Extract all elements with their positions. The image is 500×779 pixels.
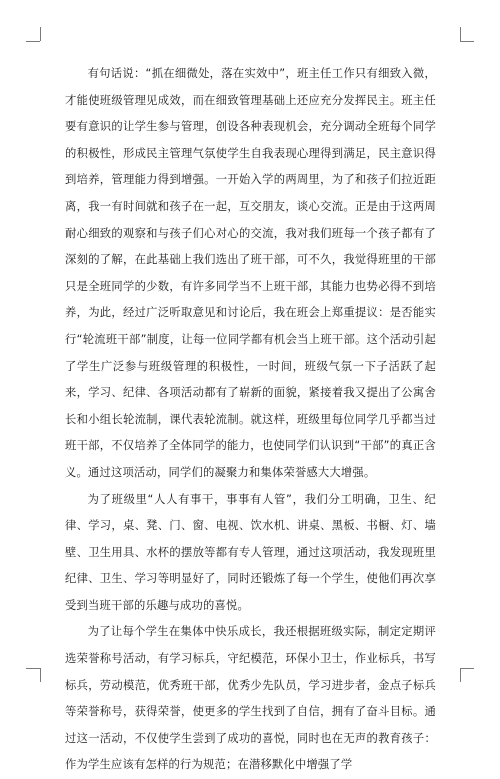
crop-mark-top-right — [460, 41, 474, 42]
crop-mark-top-left — [26, 41, 40, 42]
paragraph-3: 为了让每个学生在集体中快乐成长，我还根据班级实际，制定定期评选荣誉称号活动，有学习标兵，守纪模范，环保小卫士，作业标兵，书写标兵，劳动模范，优秀班干部，优秀少先队员，学习进步者，金点子标兵等荣誉称号，获得荣誉，使更多的学生找到了自信，拥有了奋斗目标。通过这一活动，不仅使学生尝到了成功的喜悦，同时也在无声的教育孩子：作为学生应该有怎样的行为规范；在潜移默化中增强了学 — [65, 625, 436, 772]
crop-mark-bottom-left — [40, 668, 41, 682]
crop-mark-bottom-right — [460, 668, 461, 682]
paragraph-2: 为了班级里“人人有事干，事事有人管”，我们分工明确，卫生、纪律、学习，桌、凳、门、窗、电视、饮水机、讲桌、黑板、书橱、灯、墙壁、卫生用具、水杯的摆放等都有专人管理，通过这项活动，我发现班里纪律、卫生、学习等明显好了，同时还锻炼了每一个学生，使他们再次享受到当班干部的乐趣与成功的喜悦。 — [65, 492, 436, 612]
crop-mark-bottom-left — [26, 668, 40, 669]
crop-mark-top-right — [460, 27, 461, 41]
paragraph-1: 有句话说：“抓在细微处，落在实效中”，班主任工作只有细致入微，才能使班级管理见成效，而在细致管理基础上还应充分发挥民主。班主任要有意识的让学生参与管理，创设各种表现机会，充分调动全班每个同学的积极性，形成民主管理气氛使学生自我表现心理得到满足，民主意识得到培养，管理能力得到增强。一开始入学的两周里，为了和孩子们拉近距离，我一有时间就和孩子在一起，互交朋友，谈心交流。正是由于这两周耐心细致的观察和与孩子们心对心的交流，我对我们班每一个孩子都有了深刻的了解，在此基础上我们选出了班干部，可不久，我觉得班里的干部只是全班同学的少数，有许多同学当不上班干部，其能力也势必得不到培养，为此，经过广泛听取意见和讨论后，我在班会上郑重提议：是否能实行“轮流班干部”制度，让每一位同学都有机会当上班干部。这个活动引起了学生广泛参与班级管理的积极性，一时间，班级气氛一下子活跃了起来，学习、纪律、各项活动都有了崭新的面貌，紧接着我又提出了公寓舍长和小组长轮流制，课代表轮流制。就这样，班级里每位同学几乎都当过班干部，不仅培养了全体同学的能力，也使同学们认识到“干部”的真正含义。通过这项活动，同学们的凝聚力和集体荣誉感大大增强。 — [65, 67, 436, 479]
document-body — [65, 61, 436, 779]
crop-mark-top-left — [40, 27, 41, 41]
crop-mark-bottom-right — [460, 668, 474, 669]
